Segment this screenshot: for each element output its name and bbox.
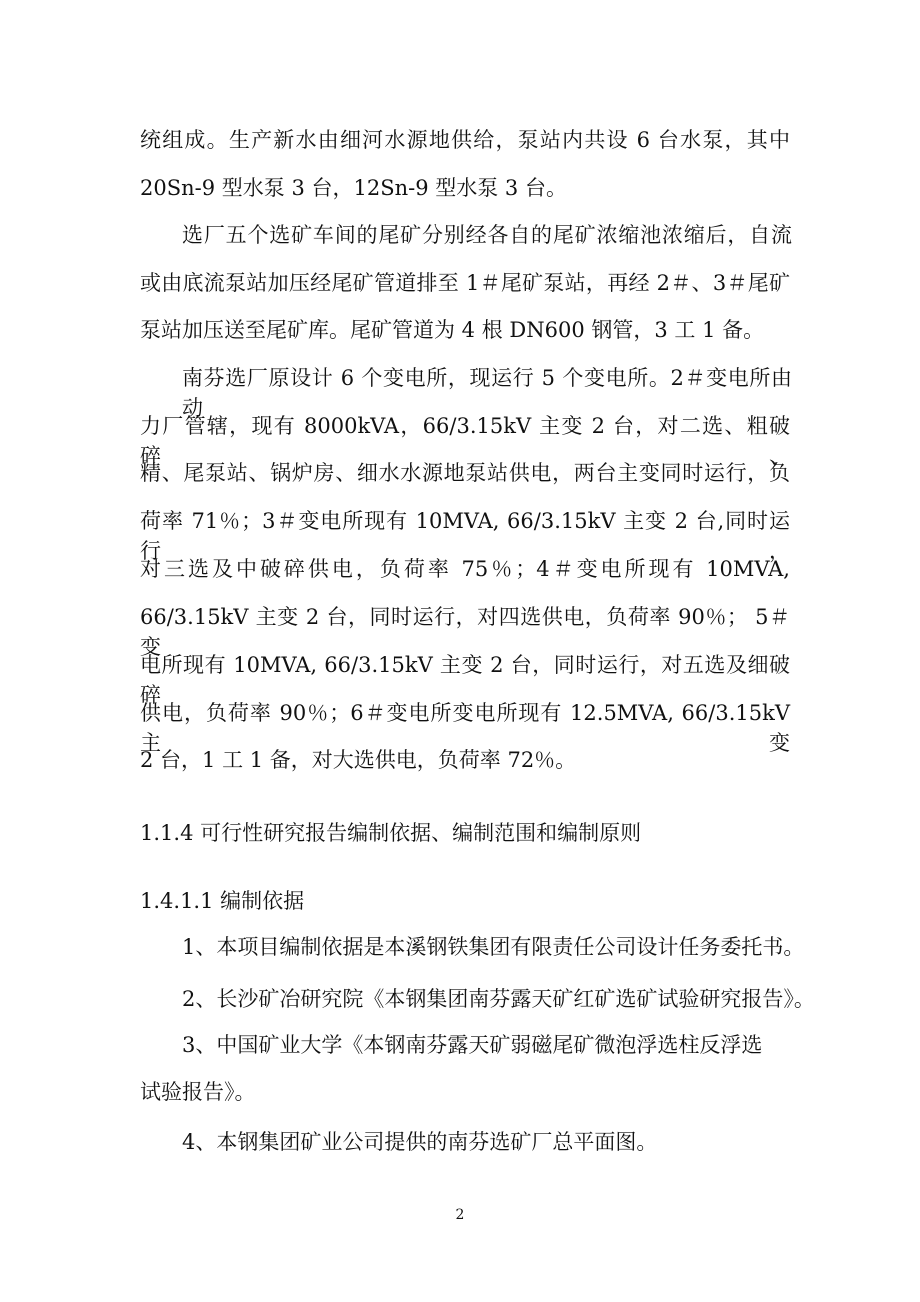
body-text-line: 2 台，1 工 1 备，对大选供电，负荷率 72％。 [140,748,577,772]
list-item: 1、本项目编制依据是本溪钢铁集团有限责任公司设计任务委托书。 [182,935,805,959]
paragraph-first-line: 选厂五个选矿车间的尾矿分别经各自的尾矿浓缩池浓缩后，自流 [182,223,792,247]
body-text-line: 对三选及中破碎供电，负荷率 75％；4＃变电所现有 10MVA, [140,557,790,581]
list-item: 3、中国矿业大学《本钢南芬露天矿弱磁尾矿微泡浮选柱反浮选 [182,1033,763,1057]
body-text-line: 泵站加压送至尾矿库。尾矿管道为 4 根 DN600 钢管，3 工 1 备。 [140,318,765,342]
list-item-continuation: 试验报告》。 [140,1080,256,1104]
section-heading: 1.1.4 可行性研究报告编制依据、编制范围和编制原则 [140,821,642,845]
body-text-line: 或由底流泵站加压经尾矿管道排至 1＃尾矿泵站，再经 2＃、3＃尾矿 [140,271,790,295]
page-number: 2 [455,1207,465,1223]
body-text-line: 20Sn-9 型水泵 3 台，12Sn-9 型水泵 3 台。 [140,176,567,200]
body-text-line: 荷率 71％；3＃变电所现有 10MVA, 66/3.15kV 主变 2 台,同时运行， [140,509,790,563]
body-text-line: 力厂管辖，现有 8000kVA，66/3.15kV 主变 2 台，对二选、粗破碎、 [140,414,790,468]
body-text-line: 统组成。生产新水由细河水源地供给，泵站内共设 6 台水泵，其中 [140,128,790,152]
body-text-line: 电所现有 10MVA, 66/3.15kV 主变 2 台，同时运行，对五选及细破碎 [140,653,790,707]
body-text-line: 供电，负荷率 90％；6＃变电所变电所现有 12.5MVA, 66/3.15kV 主变 [140,701,790,755]
body-text-line: 66/3.15kV 主变 2 台，同时运行，对四选供电，负荷率 90％； 5＃变 [140,605,790,659]
list-item: 2、长沙矿冶研究院《本钢集团南芬露天矿红矿选矿试验研究报告》。 [182,987,815,1011]
paragraph-first-line: 南芬选厂原设计 6 个变电所，现运行 5 个变电所。2＃变电所由动 [182,366,792,420]
subsection-heading: 1.4.1.1 编制依据 [140,889,305,913]
body-text-line: 精、尾泵站、锅炉房、细水水源地泵站供电，两台主变同时运行，负 [140,461,790,485]
list-item: 4、本钢集团矿业公司提供的南芬选矿厂总平面图。 [182,1130,658,1154]
